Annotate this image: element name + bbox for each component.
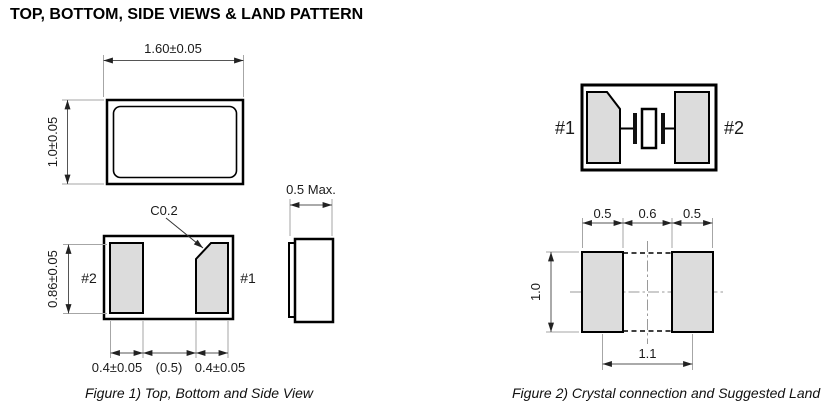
pad-1-chamfered [587, 92, 620, 163]
crystal-electrode-right [661, 113, 665, 144]
gap-dim-label: (0.5) [155, 360, 183, 375]
land-pad-left [582, 252, 623, 332]
left-land-width-dim-label: 0.5 [593, 206, 612, 221]
left-pad-width-dim-label: 0.4±0.05 [91, 360, 143, 375]
pad-2-label: #2 [81, 270, 97, 286]
land-pad-right [672, 252, 713, 332]
pad-1-chamfered [196, 243, 228, 313]
right-land-width-dim-label: 0.5 [682, 206, 702, 221]
pad-height-dim-label: 0.86±0.05 [45, 250, 60, 308]
pad-2 [675, 92, 709, 163]
top-view-height-dim-label: 1.0±0.05 [45, 116, 60, 168]
pad-2 [110, 243, 143, 313]
top-view-width-dim-label: 1.60±0.05 [144, 41, 202, 56]
crystal-symbol [642, 109, 656, 148]
land-pitch-dim-label: 1.1 [638, 346, 657, 361]
thickness-dim-label: 0.5 Max. [286, 182, 336, 197]
crystal-connection-view [555, 85, 744, 170]
package-body-outline [107, 100, 243, 184]
chamfer-dim-label: C0.2 [150, 203, 178, 218]
figure2-caption: Figure 2) Crystal connection and Suggested Land [512, 385, 821, 401]
side-view-body [295, 239, 333, 322]
land-height-dim-label: 1.0 [528, 282, 543, 302]
right-pad-width-dim-label: 0.4±0.05 [194, 360, 246, 375]
pad-2-label: #2 [723, 118, 745, 138]
pad-1-label: #1 [554, 118, 576, 138]
pad-1-label: #1 [240, 270, 256, 286]
figure1-caption: Figure 1) Top, Bottom and Side View [85, 385, 314, 401]
land-pattern-view [528, 206, 725, 370]
crystal-electrode-left [633, 113, 637, 144]
top-view [45, 41, 244, 184]
page-title: TOP, BOTTOM, SIDE VIEWS & LAND PATTERN [10, 6, 364, 23]
side-view [286, 182, 336, 322]
bottom-view [45, 203, 256, 375]
land-gap-dim-label: 0.6 [638, 206, 657, 221]
